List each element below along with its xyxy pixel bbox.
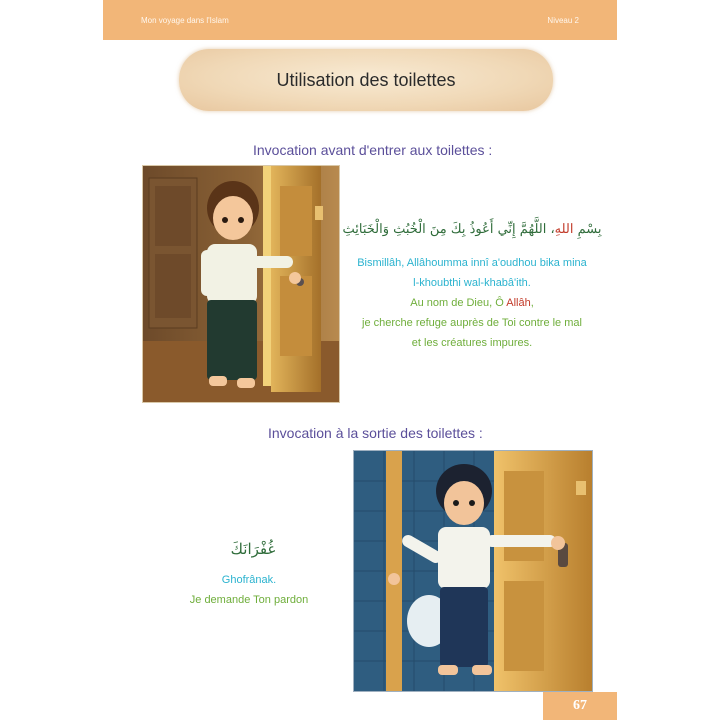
translit-after: Ghofrânak.: [221, 574, 277, 586]
french-line-1-post: ,: [530, 297, 534, 309]
translation-after: [187, 570, 311, 610]
french-line-3: et les créatures impures.: [411, 337, 533, 349]
translation-before: [339, 253, 605, 353]
section-heading-before: Invocation avant d'entrer aux toilettes :: [253, 142, 493, 158]
arabic-before: [341, 222, 603, 237]
french-line-1-pre: Au nom de Dieu, Ô: [410, 297, 507, 309]
title-banner: [179, 49, 553, 111]
french-after: Je demande Ton pardon: [189, 594, 309, 606]
arabic-rest: ، اللَّهُمَّ إِنِّي أَعُوذُ بِكَ مِنَ الْخُبُثِ وَالْخَبَائِثِ: [342, 222, 555, 237]
translit-line-2: l-khoubthi wal-khabâ'ith.: [413, 277, 531, 289]
illustration-boy-entering: [142, 165, 340, 403]
translit-line-1: Bismillâh, Allâhoumma innî a'oudhou bika mina: [357, 257, 587, 269]
level-label: Niveau 2: [547, 16, 579, 25]
arabic-after: غُفْرَانَكَ: [230, 540, 276, 558]
arabic-bismi: بِسْمِ: [573, 222, 602, 237]
page-title: Utilisation des toilettes: [276, 69, 456, 90]
page-number: 67: [543, 692, 617, 720]
page: [103, 0, 617, 720]
french-allah: Allâh: [506, 297, 531, 309]
section-heading-after: Invocation à la sortie des toilettes :: [268, 425, 483, 441]
french-line-2: je cherche refuge auprès de Toi contre le mal: [362, 317, 582, 329]
arabic-allah: اللهِ: [554, 222, 574, 237]
header-band: [103, 0, 617, 40]
book-title: Mon voyage dans l'Islam: [141, 16, 229, 25]
illustration-boy-exiting: [353, 450, 593, 692]
french-line-1: [339, 293, 605, 313]
